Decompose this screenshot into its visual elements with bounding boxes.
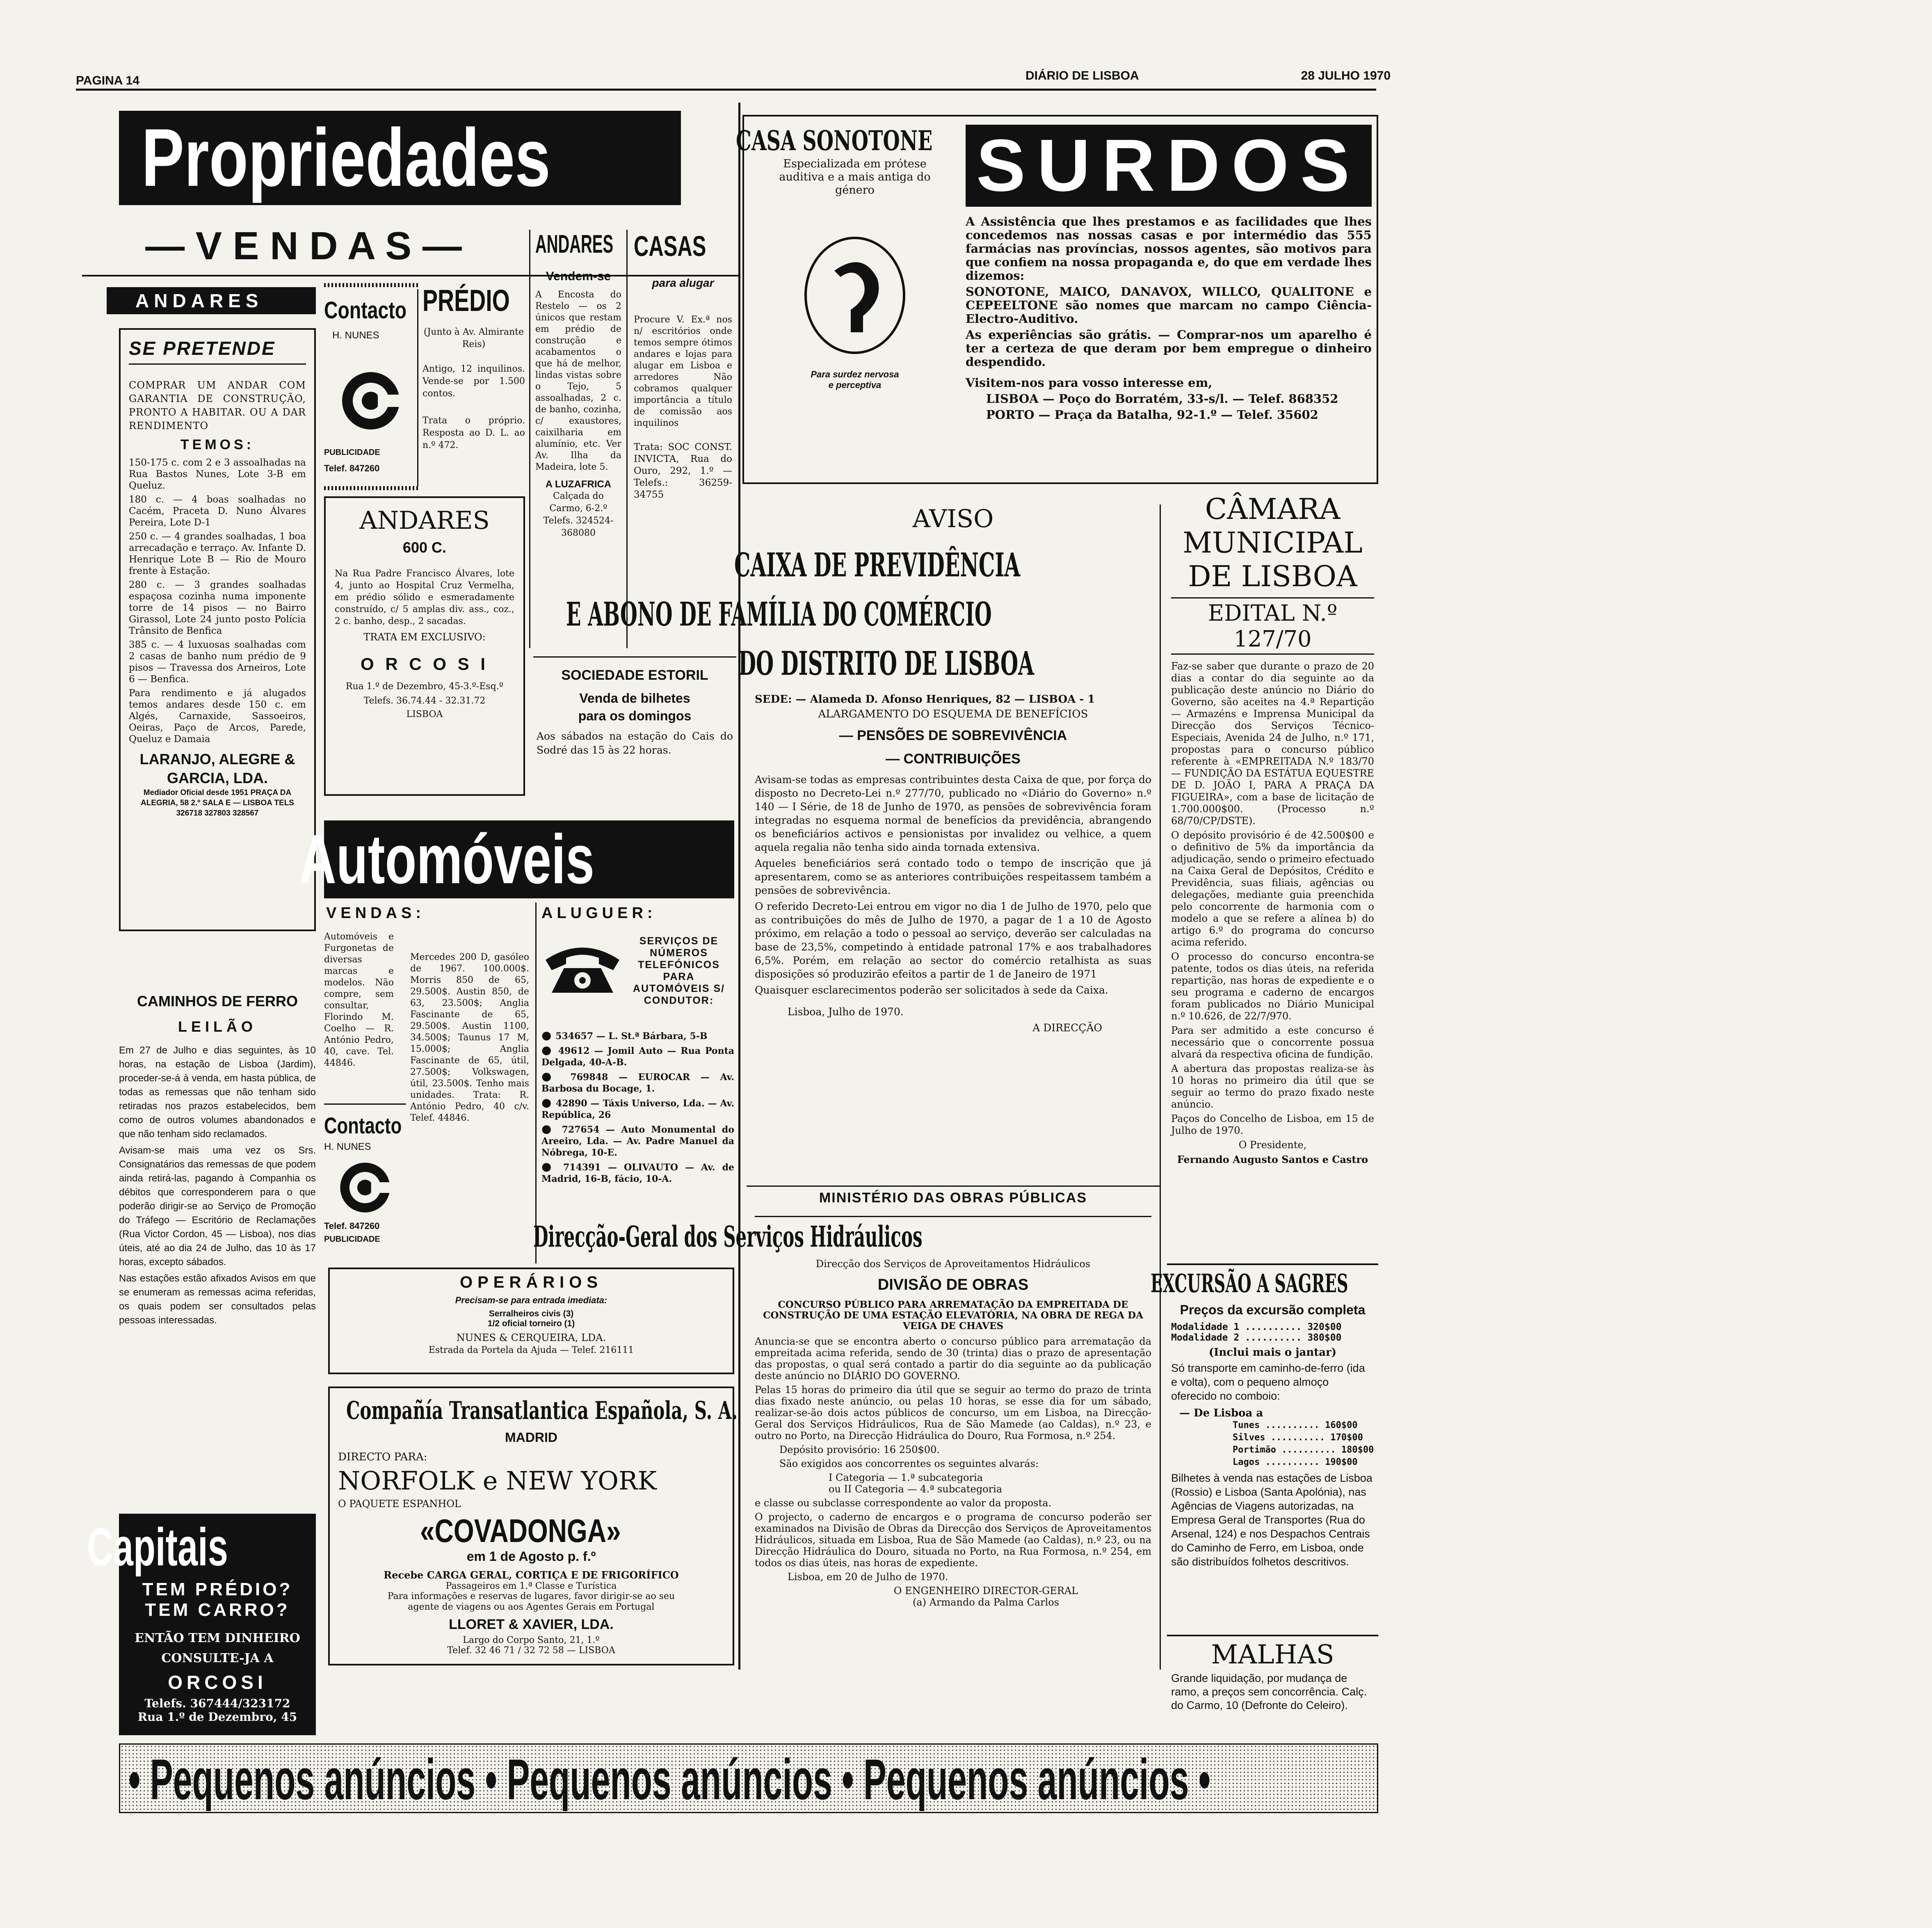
camara-p1: Faz-se saber que durante o prazo de 20 dias a contar do dia seguinte ao da publicação deste anúncio no Diário do Governo, são aceites na 4.ª Repartição — Armazéns e Imprensa Municipal da Direcção dos Serviços Técnico-Especiais, Avenida 24 de Julho, n.º 171, propostas para o concurso público referente à «EMPREITADA N.º 183/70 — FUNDIÇÃO DA ESTÁTUA EQUESTRE DE D. JOÃO I, PARA A PRAÇA DA FIGUEIRA», com a base de licitação de 1.700.000$00. (Processo n.º 68/70/CP/DSTE). [1171,660,1374,827]
compania-city: MADRID [505,1430,557,1445]
ministerio-div: DIVISÃO DE OBRAS [877,1276,1029,1293]
camara-p4: Para ser admitido a este concurso é necessário que o concorrente possua alvará da respectiva oficina de fundição. [1171,1025,1374,1060]
estoril-sub1: Venda de bilhetes [579,691,690,706]
camara-p5: A abertura das propostas realiza-se às 10 horas no primeiro dia útil que se seguir ao termo do prazo fixado neste anúncio. [1171,1063,1374,1110]
contacto-auto-title: Contacto [324,1112,402,1138]
temos-label: TEMOS: [180,437,255,452]
predio-title: PRÉDIO [422,283,510,318]
ministerio-p1: Anuncia-se que se encontra aberto o concurso público para arrematação da empreitada acima referida, sendo de 30 (trinta) dias o prazo de apresentação das propostas, o qual será contado a partir do dia seguinte ao da publicação deste anúncio no DIÁRIO DO GOVERNO. [755,1336,1151,1382]
andares-600-title: ANDARES [359,506,490,535]
camara-title3: DE LISBOA [1188,560,1357,593]
ministerio-p2: Pelas 15 horas do primeiro dia útil que se seguir ao termo do prazo de trinta dias fixado neste anúncio, ou pelas 10 horas, se esse dia for um sábado, realizar-se-ão dois actos públicos de concurso, um em Lisboa, na Direcção-Geral dos Serviços Hidráulicos, Rua de São Mamede (ao Caldas), n.º 23, e outro no Porto, na Direcção Hidráulica do Douro, Rua Formosa, n.º 254. [755,1384,1151,1441]
aviso-title: AVISO [912,505,994,533]
list-item: 150-175 c. com 2 e 3 assoalhadas na Rua Bastos Nunes, Lote 3-B em Queluz. [129,457,306,491]
se-pretende-intro: COMPRAR UM ANDAR COM GARANTIA DE CONSTRUÇÃO, PRONTO A HABITAR. OU A DAR RENDIMENTO [129,379,306,432]
andares-restelo-ad [529,230,628,648]
automoveis-banner [299,820,734,898]
ministerio-concurso: CONCURSO PÚBLICO PARA ARREMATAÇÃO DA EMPREITADA DE CONSTRUÇÃO DE UMA ESTAÇÃO ELEVATÓRIA, NA OBRA DE REGA DA VEIGA DE CHAVES [763,1299,1143,1332]
capitais-addr: Rua 1.º de Dezembro, 45 [137,1710,297,1724]
andares-vendem: Vendem-se [546,270,611,283]
compania-agent: LLORET & XAVIER, LDA. [449,1617,614,1632]
compania-addr: Largo do Corpo Santo, 21, 1.º [463,1635,600,1645]
andares-bar: ANDARES [107,287,316,314]
propriedades-banner [119,111,681,205]
compania-info: Para informações e reservas de lugares, favor dirigir-se ao seu agente de viagens ou aos Agentes Gerais em Portugal [387,1591,675,1612]
casas-trata: Trata: SOC CONST. INVICTA, Rua do Ouro, 292, 1.º — Telefs.: 36259-34755 [634,442,732,500]
list-item: 180 c. — 4 boas soalhadas no Cacém, Praceta D. Nuno Álvares Pereira, Lote D-1 [129,494,306,528]
andares-col-title: ANDARES [535,230,614,258]
aviso-h1: CAIXA DE PREVIDÊNCIA [734,546,1021,584]
sonotone-p1: A Assistência que lhes prestamos e as facilidades que lhes concedemos nas nossas casas e por intermédio das 555 farmácias nas províncias, nossos agentes, são motivos para que confiem na nossa propaganda e, do que em verdade lhes dizemos: [966,215,1372,283]
sonotone-name: CASA SONOTONE [736,125,933,157]
header-rule [76,89,1376,91]
aviso-body [755,773,1151,1035]
excursao-precos: Preços da excursão completa [1180,1302,1366,1317]
ministerio-date: Lisboa, em 20 de Julho de 1970. [788,1571,948,1583]
excursao-p2: Bilhetes à venda nas estações de Lisboa (Rossio) e Lisboa (Santa Apolónia), nas Agências de Viagens autorizadas, na Empresa Geral de Transportes (Rua do Arsenal, 124) e nos Despachos Centrais do Caminho de Ferro, em Lisboa, onde são distribuídos folhetos descritivos. [1171,1472,1372,1568]
compania-dest: NORFOLK e NEW YORK [338,1466,657,1496]
servicos-title: SERVIÇOS DE NÚMEROS TELEFÓNICOS PARA AUTOMÓVEIS S/ CONDUTOR: [633,935,725,1006]
sonotone-p2: SONOTONE, MAICO, DANAVOX, WILLCO, QUALITONE e CEPEELTONE são nomes que marcam no campo Ciência-Electro-Auditivo. [966,285,1372,326]
wavy-border [324,486,418,490]
andares-col-text: A Encosta do Restelo — os 2 únicos que restam em prédio de construção e acabamentos o que há de melhor, lindas vistas sobre o Tejo, 5 assoalhadas, 2 c. de banho, cozinha, c/ exaustores, caixilharia em alumínio, etc. Ver Av. Ilha da Madeira, lote 5. [535,290,621,472]
aviso-h3: DO DISTRITO DE LISBOA [738,644,1034,683]
capitais-orcosi: ORCOSI [168,1672,267,1693]
contacto-title: Contacto [324,297,407,324]
newspaper-name: DIÁRIO DE LISBOA [1025,69,1139,82]
contacto-tel: Telef. 847260 [324,463,380,473]
sonotone-body [966,215,1372,477]
predio-text: Antigo, 12 inquilinos. Vende-se por 1.500 contos. [422,364,525,399]
compania-tel: Telef. 32 46 71 / 32 72 58 — LISBOA [447,1645,615,1656]
surdos-banner: SURDOS [966,125,1372,207]
caminhos-p3: Nas estações estão afixados Avisos em que se enumeram as remessas acima referidas, os quais podem ser consultados pelas pessoas interessadas. [119,1273,316,1326]
andares-col-company: A LUZAFRICA [545,479,612,490]
se-pretende-title: SE PRETENDE [129,337,306,365]
ministerio-p3: e classe ou subclasse correspondente ao valor da proposta. [755,1497,1052,1509]
list-item: Lagos .......... 190$00 [1233,1457,1358,1467]
pequenos-anuncios-title: • Pequenos anúncios • Pequenos anúncios • Pequenos anúncios • [128,1747,1211,1811]
aviso-p4: Quaisquer esclarecimentos poderão ser solicitados à sede da Caixa. [755,984,1108,996]
contacto-auto-ad [324,1103,406,1259]
casas-text: Procure V. Ex.ª nos n/ escritórios onde temos sempre ótimos andares e lojas para alugar em Lisboa e arredores Não cobramos qualquer importância a título de comissão aos inquilinos [634,315,732,428]
compania-paquete: O PAQUETE ESPANHOL [338,1498,461,1510]
casas-ad [630,230,736,648]
sonotone-left [736,125,957,477]
caminhos-p1: Em 27 de Julho e dias seguintes, às 10 horas, na estação de Lisboa (Jardim), proceder-se-á à venda, em hasta pública, de todas as remessas que não tenham sido retiradas nos prazos estabelecidos, bem como de outros volumes abandonados e que não tenham sido reclamados. [119,1045,316,1140]
contacto-logo-icon [340,370,402,432]
propriedades-title: Propriedades [142,112,551,203]
operarios-l2: 1/2 oficial torneiro (1) [487,1319,575,1328]
ministerio-alvara: São exigidos aos concorrentes os seguintes alvarás: [779,1458,1039,1469]
operarios-addr: Estrada da Portela da Ajuda — Telef. 216111 [428,1345,634,1355]
compania-ad [328,1387,738,1665]
contacto-auto-name: H. NUNES [324,1141,371,1152]
camara-pres: O Presidente, [1238,1139,1307,1151]
estoril-text: Aos sábados na estação do Cais do Sodré das 15 às 22 horas. [537,730,733,756]
camara-body [1171,660,1374,1165]
sonotone-p3: As experiências são grátis. — Comprar-nos um aparelho é ter a certeza de que deram por bem empregue o dinheiro despendido. [966,328,1372,369]
vendas-florindo: Automóveis e Furgonetas de diversas marcas e modelos. Não compre, sem consultar, Florindo M. Coelho — R. António Pedro, 40, cave. Tel. 44846. [324,932,394,1068]
malhas-text: Grande liquidação, por mudança de ramo, a preços sem concorrência. Calç. do Carmo, 10 (Defronte do Celeiro). [1171,1672,1367,1711]
excursao-de: — De Lisboa a [1179,1407,1263,1419]
aviso-p2: Aqueles beneficiários será contado todo o tempo de inscrição que já apresentarem, como se as anteriores contribuições respeitassem também a pensões de sobrevivência. [755,857,1151,896]
andares-600-sub: 600 C. [402,539,447,556]
contacto-pub: PUBLICIDADE [324,448,380,457]
list-item: 280 c. — 3 grandes soalhadas espaçosa cozinha numa imponente torre de 14 pisos — no Bairro Girassol, Lote 24 junto posto Polícia Trânsito de Benfica [129,580,306,636]
caminhos-ad [119,993,316,1481]
predio-ad [422,283,525,488]
list-item: ● 727654 — Auto Monumental do Areeiro, Lda. — Av. Padre Manuel da Nóbrega, 10-E. [541,1122,734,1158]
automoveis-title: Automóveis [299,820,594,898]
capitais-q1: TEM PRÉDIO? [142,1579,293,1599]
list-item: ● 714391 — OLIVAUTO — Av. de Madrid, 16-B, fácio, 10-A. [541,1160,734,1184]
compania-directo: DIRECTO PARA: [338,1451,427,1463]
predio-trata: Trata o próprio. Resposta ao D. L. ao n.º 472. [422,416,525,450]
aviso-along: ALARGAMENTO DO ESQUEMA DE BENEFÍCIOS [818,708,1088,720]
vendas-label: VENDAS: [326,905,425,922]
aviso-h2: E ABONO DE FAMÍLIA DO COMÉRCIO [566,595,992,633]
sonotone-lisboa: LISBOA — Poço do Borratém, 33-s/l. — Telef. 868352 [986,392,1338,406]
aviso-p3: O referido Decreto-Lei entrou em vigor no dia 1 de Julho de 1970, pelo que as contribuições do mês de Julho de 1970, a pagar de 1 a 10 de Agosto próximo, em relação a todo o pessoal ao serviço, deverão ser calculadas na base de 23,5%, competindo à entidade patronal 17% e aos trabalhadores 6,5%. Porém, em relação ao sector do comércio retalhista as suas disposições só produzirão efeitos a partir de 1 de Janeiro de 1971 [755,900,1151,980]
andares-col-addr: Calçada do Carmo, 6-2.º Telefs. 324524-368080 [543,491,614,538]
sonotone-porto: PORTO — Praça da Batalha, 92-1.º — Telef. 35602 [986,408,1318,422]
ministerio-cat2: ou II Categoria — 4.ª subcategoria [829,1483,1003,1495]
capitais-tels: Telefs. 367444/323172 [144,1697,290,1710]
excursao-title: EXCURSÃO A SAGRES [1151,1268,1348,1298]
aluguer-label: ALUGUER: [541,905,657,922]
malhas-ad [1167,1635,1378,1733]
compania-name: Compañía Transatlantica Española, S. A. [346,1396,738,1425]
list-item: 250 c. — 4 grandes soalhadas, 1 boa arrecadação e terraço. Av. Infante D. Henrique Lote B — Rio de Mouro frente à Estação. [129,531,306,576]
excursao-fares [1171,1419,1374,1469]
contacto-auto-logo-icon [338,1161,392,1214]
capitais-title-wrap [87,1517,312,1577]
page-number: PAGINA 14 [76,74,140,87]
ministerio-p4: O projecto, o caderno de encargos e o programa de concurso poderão ser examinados na Divisão de Obras da Direcção dos Serviços de Aproveitamentos Hidráulicos, situada em Lisboa, Rua de São Mamede (ao Caldas), n.º 23, ou na Direcção Hidráulica do Douro, situada no Porto, na Rua Formosa, n.º 254, em todos os dias úteis, nas horas de expediente. [755,1511,1151,1569]
operarios-company: NUNES & CERQUEIRA, LDA. [456,1332,606,1343]
operarios-need: Precisam-se para entrada imediata: [455,1295,607,1305]
aviso-sign: A DIRECÇÃO [1032,1022,1102,1034]
ministerio-cat1: I Categoria — 1.ª subcategoria [829,1472,983,1483]
company-name: LARANJO, ALEGRE & GARCIA, LDA. [139,751,295,786]
list-item: ● 769848 — EUROCAR — Av. Barbosa du Bocage, 1. [541,1069,734,1094]
contacto-auto-pub: PUBLICIDADE [324,1235,380,1244]
aviso-p1: Avisam-se todas as empresas contribuintes desta Caixa de que, por força do disposto no Decreto-Lei n.º 277/70, publicado no «Diário do Governo» n.º 140 — I Série, de 18 de Junho de 1970, as pensões de sobrevivência foram integradas no esquema normal de benefícios da previdência, abrangendo os beneficiários activos e pensionistas por invalidez ou velhice, a quem aquela regalia não tenha sido ainda tornada extensiva. [755,774,1151,853]
sonotone-p4: Visitem-nos para vosso interesse em, [966,376,1213,390]
malhas-title: MALHAS [1211,1640,1334,1670]
aviso-pensoes: — PENSÕES DE SOBREVIVÊNCIA [839,728,1067,743]
camara-edital: EDITAL N.º 127/70 [1171,597,1374,655]
telephone-icon [541,935,623,997]
ministerio-dg: Direcção-Geral dos Serviços Hidráulicos [533,1220,923,1254]
capitais-l1: ENTÃO TEM DINHEIRO [135,1631,300,1645]
column-divider [738,103,740,1670]
excursao-mod2: Modalidade 2 .......... 380$00 [1171,1332,1342,1343]
se-pretende-box [119,328,316,931]
list-item: Para rendimento e já alugados temos andares desde 150 c. em Algés, Carnaxide, Sassoeiros, Oeiras, Paço de Arcos, Parede, Queluz e Damaia [129,688,306,745]
andares-600-exclusivo: TRATA EM EXCLUSIVO: [363,631,486,643]
estoril-ad [533,656,736,812]
compania-cargo: Recebe CARGA GERAL, CORTIÇA E DE FRIGORÍFICO [384,1569,679,1581]
casas-rule [634,275,732,276]
camara-name: Fernando Augusto Santos e Castro [1177,1154,1368,1165]
camara-p2: O depósito provisório é de 42.500$00 e o definitivo de 5% da importância da adjudicação, sendo o primeiro efectuado na Caixa Geral de Depósitos, Crédito e Previdência, suas filiais, agências ou delegações, mediante guia preenchida pelo concorrente de harmonia com o modelo a que se refere a alínea b) do artigo 6.º do programa do concurso acima referido. [1171,829,1374,948]
predio-location: (Junto à Av. Almirante Reis) [423,327,524,350]
list-item: Tunes .......... 160$00 [1233,1420,1358,1430]
company-info: Mediador Oficial desde 1951 PRAÇA DA ALEGRIA, 58 2.º SALA E — LISBOA TELS 326718 327803 328567 [141,788,294,818]
compania-pass: Passageiros em 1.ª Classe e Turística [445,1581,617,1591]
andares-600-city: LISBOA [406,709,443,720]
casas-sub: para alugar [652,276,714,289]
andares-600-addr: Rua 1.º de Dezembro, 45-3.º-Esq.º [345,681,504,692]
compania-ship: «COVADONGA» [420,1512,621,1549]
andares-600-text: Na Rua Padre Francisco Álvares, lote 4, junto ao Hospital Cruz Vermelha, em prédio sólido e esmeradamente construído, c/ 5 amplas div. ass., coz., 2 c. banho, desp., 2 sacadas. [335,569,514,626]
list-item: 385 c. — 4 luxuosas soalhadas com 2 casas de banho num prédio de 9 pisos — Travessa dos Arneiros, Lote 6 — Benfica. [129,640,306,685]
sonotone-ad [736,115,1378,484]
camara-p6: Paços do Concelho de Lisboa, em 15 de Julho de 1970. [1171,1113,1374,1136]
excursao-mod1: Modalidade 1 .......... 320$00 [1171,1322,1342,1332]
pequenos-anuncios-banner [119,1743,1378,1813]
operarios-ad [328,1268,734,1374]
sonotone-caption: Para surdez nervosa e perceptiva [811,369,899,390]
capitais-l2: CONSULTE-JA A [161,1651,274,1665]
list-item: ● 49612 — Jomil Auto — Rua Ponta Delgada, 40-A-B. [541,1043,734,1068]
contacto-name: H. NUNES [332,330,379,341]
caminhos-leilao: LEILÃO [178,1018,257,1035]
andares-600-orcosi: O R C O S I [360,654,489,674]
andares-600-tels: Telefs. 36.74.44 - 32.31.72 [363,696,486,706]
apartment-list [129,457,306,745]
aviso-contrib: — CONTRIBUIÇÕES [886,751,1021,767]
caminhos-title: CAMINHOS DE FERRO [137,993,298,1010]
vendas-mercedes: Mercedes 200 D, gasóleo de 1967. 100.000$. Morris 850 de 65, 29.500$. Austin 850, de 63, 23.500$; Anglia Fascinante de 65, 29.500$. Austin 1100, 34.500$; Taunus 17 M, 15.000$; Anglia Fascinante de 65, útil, 27.500$; Volkswagen, útil, 23.500$. Tenho mais unidades. Trata: R. António Pedro, 40 c/v. Telef. 44846. [410,952,529,1123]
excursao-ad [1151,1263,1378,1633]
wavy-border [324,283,418,287]
ministerio-eng: O ENGENHEIRO DIRECTOR-GERAL [893,1585,1078,1597]
caminhos-p2: Avisam-se mais uma vez os Srs. Consignatários das remessas de que podem ainda retirá-las, pagando à Companhia os débitos que corresponderem para o que poderão dirigir-se ao Serviço de Promoção do Tráfego — Escritório de Reclamações (Rua Victor Cordon, 45 — Lisboa), nos dias úteis, até ao dia 24 de Julho, das 10 às 17 horas, excepto sábados. [119,1145,316,1268]
ministerio-dep: Depósito provisório: 16 250$00. [779,1444,940,1455]
list-item: Silves .......... 170$00 [1233,1432,1363,1443]
ministerio-title: MINISTÉRIO DAS OBRAS PÚBLICAS [819,1190,1087,1206]
andares-600-ad [324,496,525,796]
casas-title: CASAS [634,230,706,262]
capitais-q2: TEM CARRO? [145,1600,290,1620]
ministerio-name: (a) Armando da Palma Carlos [912,1597,1060,1608]
camara-title1: CÂMARA [1205,492,1341,526]
list-item: ● 534657 — L. St.ª Bárbara, 5-B [541,1028,708,1042]
operarios-l1: Serralheiros civis (3) [489,1309,574,1318]
sonotone-tag: Especializada em prótese auditiva e a mais antiga do género [779,158,931,196]
capitais-title: Capitais [87,1517,228,1577]
ministerio-sub: Direcção dos Serviços de Aproveitamentos Hidráulicos [815,1258,1091,1270]
excursao-jantar: (Inclui mais o jantar) [1208,1346,1337,1359]
ministerio-body [755,1336,1151,1608]
aluguer-divider [535,902,537,1263]
list-item: Portimão .......... 180$00 [1233,1445,1374,1455]
vendas-heading: — V E N D A S — [145,224,462,268]
aviso-sede: SEDE: — Alameda D. Afonso Henriques, 82 — LISBOA - 1 [755,693,1095,706]
camara-notice [1167,488,1378,1259]
excursao-p1: Só transporte em caminho-de-ferro (ida e volta), com o pequeno almoço oferecido no comboio: [1171,1362,1365,1402]
operarios-title: OPERÁRIOS [459,1273,603,1291]
estoril-title: SOCIEDADE ESTORIL [561,667,708,683]
contacto-auto-tel: Telef. 847260 [324,1221,380,1231]
contacto-ad [324,289,418,486]
capitais-ad [87,1514,316,1735]
camara-title2: MUNICIPAL [1183,526,1363,560]
estoril-sub2: para os domingos [578,708,692,723]
aviso-date: Lisboa, Julho de 1970. [788,1006,904,1018]
hearing-aid-icon [802,234,908,357]
issue-date: 28 JULHO 1970 [1301,69,1391,82]
camara-p3: O processo do concurso encontra-se patente, todos os dias úteis, na referida repartição, nas horas de expediente e o seu programa e caderno de encargos foram publicados no Diário Municipal n.º 10.626, de 22/7/970. [1171,951,1374,1022]
caminhos-text [119,1044,316,1327]
list-item: ● 42890 — Táxis Universo, Lda. — Av. República, 26 [541,1096,734,1120]
compania-date: em 1 de Agosto p. f.º [466,1549,596,1564]
